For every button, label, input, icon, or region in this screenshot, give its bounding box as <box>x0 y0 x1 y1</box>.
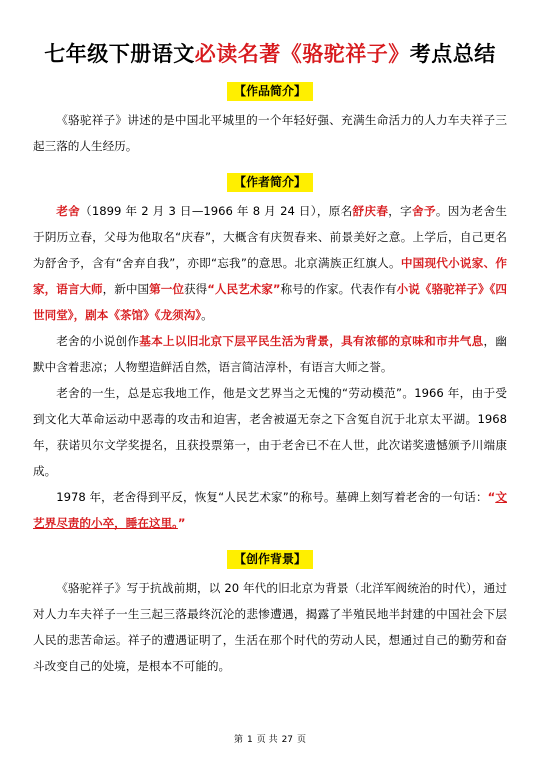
style-text-2: ，幽默中含着悲凉；人物塑造鲜活自然，语言简洁淳朴，有语言大师之誉。 <box>33 334 507 374</box>
author-text-5: 获得 <box>183 282 208 296</box>
title-red: 必读名著《骆驼祥子》 <box>194 42 410 66</box>
author-courtesy-name: 舍予 <box>412 204 436 218</box>
section-tag-intro: 【作品简介】 <box>227 82 313 101</box>
author-text-6: 称号的作家。代表作有 <box>280 282 397 296</box>
author-text-3: 。因为老舍生于阴历立春，父母为他取名“庆春”，大概含有庆贺春来、前景美好之意。上学后，自己更名为舒舍予，含有“舍弃自我”，亦即“忘我”的意思。北京满族正红旗人。 <box>33 204 508 270</box>
title-tail: 考点总结 <box>409 42 496 66</box>
title-main: 七年级下册语文 <box>44 42 195 66</box>
footer-current-page: 1 <box>246 735 253 745</box>
style-text-1: 老舍的小说创作 <box>56 334 140 348</box>
footer-end: 页 <box>297 735 307 745</box>
page-footer <box>0 732 540 745</box>
epitaph-intro: 1978 年，老舍得到平反，恢复“人民艺术家”的称号。墓碑上刻写着老舍的一句话： <box>56 490 488 504</box>
epitaph-text: 文艺界尽责的小卒，睡在这里。 <box>33 490 507 530</box>
author-name: 老舍 <box>56 204 80 218</box>
footer-mid: 页 共 <box>256 735 278 745</box>
author-highlight-1: 中国现代小说家、作家，语言大师 <box>33 256 507 296</box>
author-original-name: 舒庆春 <box>352 204 389 218</box>
author-text-7: 。 <box>201 308 213 322</box>
author-text-1: （1899 年 2 月 3 日—1966 年 8 月 24 日），原名 <box>80 204 353 218</box>
author-paragraph-4 <box>33 484 507 536</box>
author-highlight-3: “人民艺术家” <box>207 282 281 296</box>
author-paragraph-3: 老舍的一生，总是忘我地工作，他是文艺界当之无愧的“劳动模范”。1966 年，由于受到文化大革命运动中恶毒的攻击和迫害，老舍被逼无奈之下含冤自沉于北京太平湖。1968 年，获诺贝尔文学奖提名，且获投票第一，由于老舍已不在人世，此次诺奖遗憾颁予川端康成。 <box>33 386 507 478</box>
page-title <box>33 40 507 68</box>
author-paragraph-1 <box>33 198 507 328</box>
section-background-header <box>33 548 507 569</box>
intro-paragraph: 《骆驼祥子》讲述的是中国北平城里的一个年轻好强、充满生命活力的人力车夫祥子三起三落的人生经历。 <box>33 113 507 153</box>
background-paragraph: 《骆驼祥子》写于抗战前期，以 20 年代的旧北京为背景（北洋军阀统治的时代），通过对人力车夫祥子一生三起三落最终沉沦的悲惨遭遇，揭露了半殖民地半封建的中国社会下层人民的悲苦命运。祥子的遭遇证明了，生活在那个时代的劳动人民，想通过自己的勤劳和奋斗改变自己的处境，是根本不可能的。 <box>33 581 507 673</box>
section-tag-author: 【作者简介】 <box>227 173 313 192</box>
section-author-header <box>33 171 507 192</box>
author-paragraph-2 <box>33 328 507 380</box>
epitaph-quote-open: “ <box>487 490 496 504</box>
section-tag-background: 【创作背景】 <box>227 550 313 569</box>
footer-label: 第 <box>233 735 243 745</box>
author-highlight-4: 小说《骆驼祥子》《四世同堂》，剧本《茶馆》《龙须沟》 <box>33 282 507 322</box>
author-text-4: ，新中国 <box>102 282 150 296</box>
epitaph-quote-close: ” <box>177 516 186 530</box>
footer-total-pages: 27 <box>281 735 294 745</box>
author-text-2: ，字 <box>388 204 413 218</box>
style-highlight: 基本上以旧北京下层平民生活为背景，具有浓郁的京味和市井气息 <box>139 334 484 348</box>
section-intro-header <box>33 80 507 101</box>
author-highlight-2: 第一位 <box>149 282 184 296</box>
